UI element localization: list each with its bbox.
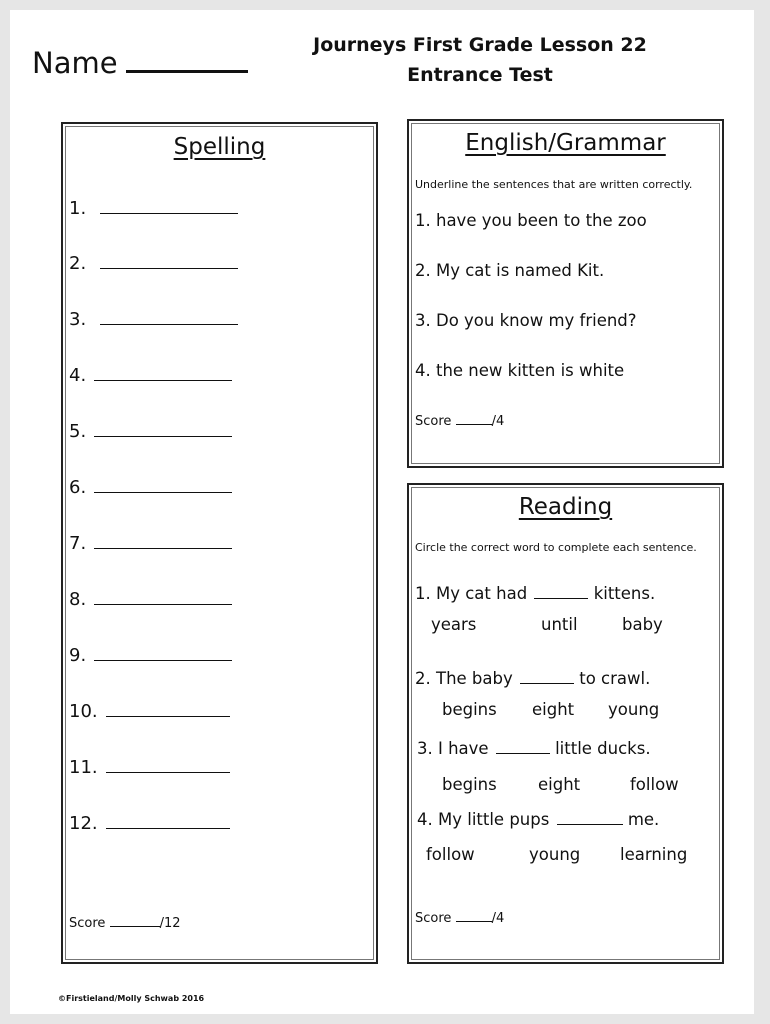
- grammar-title: English/Grammar: [465, 130, 666, 156]
- spelling-item: 11.: [69, 756, 230, 778]
- spelling-blank[interactable]: [100, 252, 238, 269]
- reading-title: Reading: [518, 494, 613, 520]
- spelling-item: 10.: [69, 700, 230, 722]
- spelling-box: [61, 122, 378, 964]
- spelling-item: 3.: [69, 308, 238, 330]
- reading-option[interactable]: follow: [630, 775, 679, 794]
- spelling-item: 9.: [69, 644, 232, 666]
- reading-question: 2. The baby to crawl.: [415, 669, 651, 688]
- reading-option[interactable]: years: [431, 615, 477, 634]
- spelling-blank[interactable]: [94, 532, 232, 549]
- spelling-score: Score /12: [69, 916, 181, 931]
- reading-option[interactable]: baby: [622, 615, 663, 634]
- spelling-blank[interactable]: [94, 588, 232, 605]
- spelling-item: 6.: [69, 476, 232, 498]
- reading-question: 1. My cat had kittens.: [415, 584, 656, 603]
- spelling-blank[interactable]: [106, 756, 230, 773]
- name-field: [32, 46, 248, 80]
- spelling-item: 5.: [69, 420, 232, 442]
- title-line-2: Entrance Test: [407, 64, 553, 86]
- spelling-blank[interactable]: [94, 644, 232, 661]
- reading-box: [407, 483, 724, 964]
- reading-option[interactable]: young: [529, 845, 581, 864]
- worksheet-page: [10, 10, 754, 1014]
- score-blank[interactable]: [456, 414, 492, 425]
- spelling-item: 1.: [69, 197, 238, 219]
- grammar-sentence[interactable]: 1. have you been to the zoo: [415, 211, 647, 230]
- spelling-item: 12.: [69, 812, 230, 834]
- spelling-item: 7.: [69, 532, 232, 554]
- answer-blank[interactable]: [557, 812, 623, 825]
- reading-question: 4. My little pups me.: [417, 810, 660, 829]
- copyright: ©Firstieland/Molly Schwab 2016: [58, 994, 205, 1003]
- spelling-item: 2.: [69, 252, 238, 274]
- title-line-1: Journeys First Grade Lesson 22: [313, 34, 647, 56]
- reading-instruction: Circle the correct word to complete each sentence.: [415, 541, 697, 554]
- grammar-sentence[interactable]: 4. the new kitten is white: [415, 361, 625, 380]
- grammar-instruction: Underline the sentences that are written correctly.: [415, 178, 693, 191]
- score-blank[interactable]: [456, 911, 492, 922]
- answer-blank[interactable]: [496, 741, 550, 754]
- score-blank[interactable]: [110, 916, 160, 927]
- spelling-blank[interactable]: [106, 812, 230, 829]
- grammar-sentence[interactable]: 3. Do you know my friend?: [415, 311, 637, 330]
- name-blank-line[interactable]: [126, 46, 248, 73]
- reading-option[interactable]: follow: [426, 845, 475, 864]
- reading-option[interactable]: learning: [620, 845, 688, 864]
- reading-question: 3. I have little ducks.: [417, 739, 651, 758]
- reading-option[interactable]: eight: [538, 775, 581, 794]
- spelling-item: 4.: [69, 364, 232, 386]
- name-label: Name: [32, 46, 118, 80]
- spelling-blank[interactable]: [94, 364, 232, 381]
- reading-option[interactable]: until: [541, 615, 578, 634]
- answer-blank[interactable]: [534, 586, 588, 599]
- reading-score: Score /4: [415, 911, 505, 926]
- spelling-blank[interactable]: [100, 308, 238, 325]
- grammar-sentence[interactable]: 2. My cat is named Kit.: [415, 261, 605, 280]
- reading-option[interactable]: eight: [532, 700, 575, 719]
- spelling-title: Spelling: [173, 134, 266, 160]
- spelling-blank[interactable]: [94, 420, 232, 437]
- page-title: [280, 30, 680, 90]
- reading-option[interactable]: begins: [442, 775, 497, 794]
- spelling-blank[interactable]: [100, 197, 238, 214]
- spelling-item: 8.: [69, 588, 232, 610]
- reading-option[interactable]: young: [608, 700, 660, 719]
- spelling-blank[interactable]: [94, 476, 232, 493]
- answer-blank[interactable]: [520, 671, 574, 684]
- reading-option[interactable]: begins: [442, 700, 497, 719]
- spelling-blank[interactable]: [106, 700, 230, 717]
- grammar-box: [407, 119, 724, 468]
- grammar-score: Score /4: [415, 414, 505, 429]
